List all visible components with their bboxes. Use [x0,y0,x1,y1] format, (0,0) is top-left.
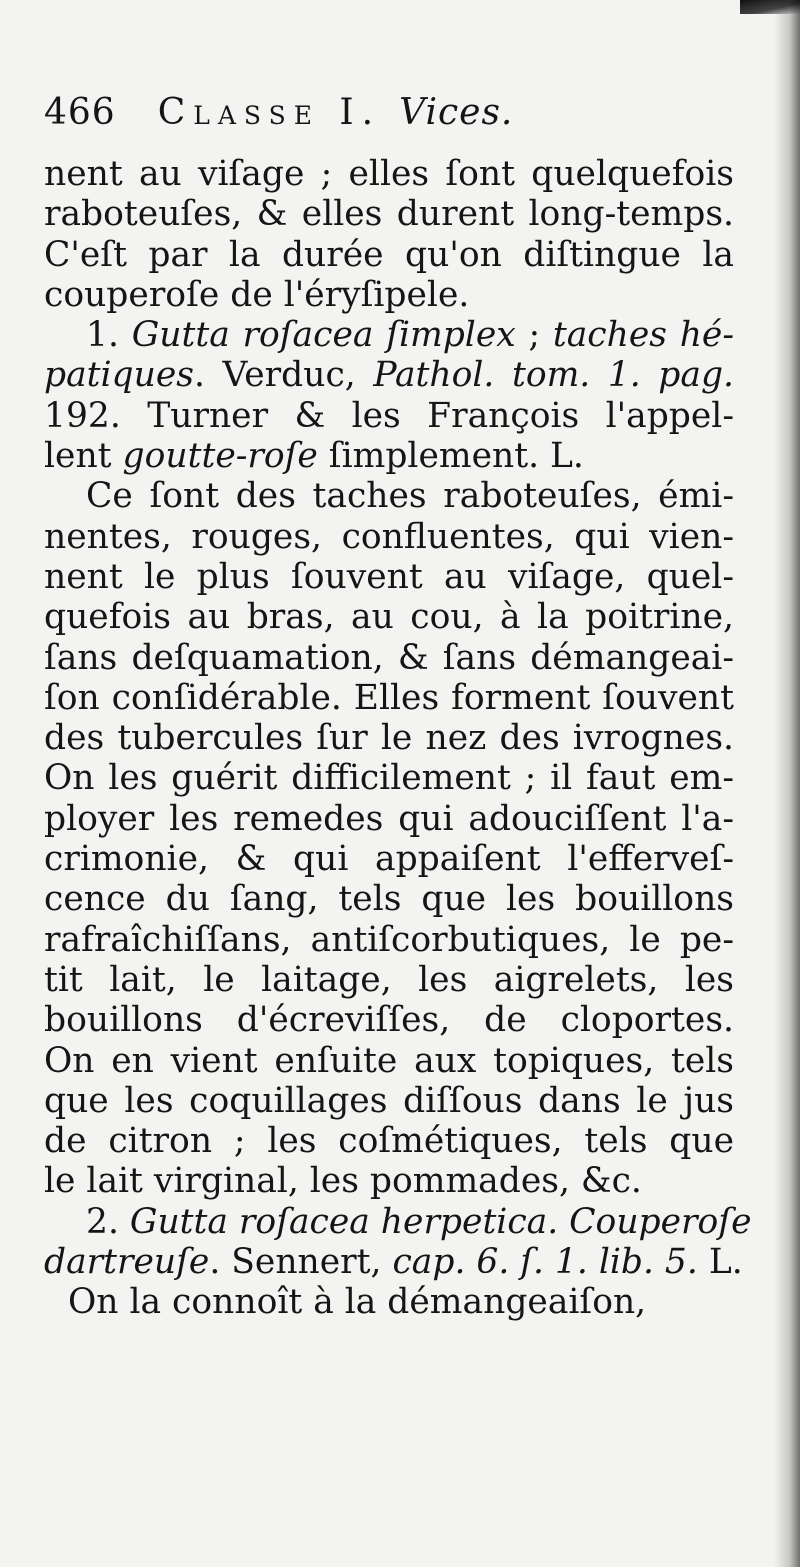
text-line [44,1041,734,1081]
text-line [44,517,734,557]
text-run: On les guérit difficilement ; il faut em- [44,758,734,799]
text-run: 2. [86,1201,130,1242]
text-line [44,396,734,436]
text-line [44,920,734,960]
text-line [44,839,734,879]
text-line [44,476,734,516]
text-line [44,638,734,678]
italic-text: dartreuſe [44,1242,210,1283]
text-run: nent le plus ſouvent au viſage, quel- [44,556,734,597]
text-line [44,597,734,637]
text-run: couperoſe de l'éryſipele. [44,274,470,315]
text-run: nentes, rouges, confluentes, qui vien- [44,516,734,557]
page-header [44,92,734,154]
text-run: ployer les remedes qui adouciſſent l'a- [44,798,734,839]
italic-text: cap. 6. ſ. 1. lib. 5. [392,1242,698,1283]
text-line [44,1121,734,1161]
running-head-subject: Vices. [399,92,514,133]
text-line [44,1081,734,1121]
italic-text: taches hé- [552,315,734,356]
text-run: ſimplement. L. [317,436,584,477]
text-run: . Sennert, [209,1242,393,1283]
text-run: 192. Turner & les François l'appel- [44,395,734,436]
italic-text: Gutta roſacea ſimplex [131,315,516,356]
text-run: quefois au bras, au cou, à la poitrine, [44,597,734,638]
text-line [44,718,734,758]
text-run: bouillons d'écreviſſes, de cloportes. [44,1000,734,1041]
text-run: nent au viſage ; elles ſont quelquefois [44,154,734,194]
text-run: des tubercules ſur le nez des ivrognes. [44,718,734,759]
text-run: On en vient enſuite aux topiques, tels [44,1040,734,1081]
italic-text: Pathol. tom. 1. pag. [373,355,734,396]
body-text [44,154,752,1323]
text-line [44,1201,752,1242]
binding-shadow [774,0,800,1567]
text-line [44,194,734,234]
text-run: On la connoît à la démangeaiſon, [68,1282,647,1323]
text-run: L. [697,1242,743,1283]
text-line [44,879,734,919]
text-line [44,1000,734,1040]
text-run: que les coquillages diſſous dans le jus [44,1080,734,1121]
text-line [44,960,734,1000]
text-line [44,275,734,315]
text-line [44,799,734,839]
text-line [44,557,734,597]
text-run: Ce ſont des taches raboteuſes, émi- [86,476,734,517]
text-line [44,1161,734,1201]
text-run: 1. [86,315,132,356]
text-run: cence du ſang, tels que les bouillons [44,879,734,920]
italic-text: patiques [44,355,194,396]
page-text [44,92,752,1323]
text-run: raboteuſes, & elles durent long-temps. [44,194,734,235]
text-run: ; [515,315,553,356]
text-run: ſon conſidérable. Elles forment ſouvent [44,677,734,718]
text-run: ſans deſquamation, & ſans démangeai- [44,637,734,678]
italic-text: Gutta roſacea herpetica. Couperoſe [129,1201,752,1242]
text-run: lent [44,436,123,477]
text-run: le lait virginal, les pommades, &c. [44,1161,642,1202]
text-run: rafraîchiſſans, antiſcorbutiques, le pe- [44,919,734,960]
text-line [44,1282,734,1322]
italic-text: goutte-roſe [122,436,318,477]
text-line [44,1242,743,1283]
text-run: . Verduc, [193,355,374,396]
text-run: tit lait, le laitage, les aigrelets, les [44,959,734,1000]
text-line [44,436,734,476]
text-run: C'eſt par la durée qu'on diſtingue la [44,234,734,275]
text-run: de citron ; les coſmétiques, tels que [44,1121,734,1162]
text-line [44,678,734,718]
text-line [44,154,734,194]
text-line [44,355,734,395]
text-line [44,235,734,275]
text-line [44,315,734,355]
page-number: 466 [44,92,116,133]
text-run: crimonie, & qui appaiſent l'efferveſ- [44,839,734,880]
text-line [44,758,734,798]
running-head: Classe I. [157,92,382,133]
